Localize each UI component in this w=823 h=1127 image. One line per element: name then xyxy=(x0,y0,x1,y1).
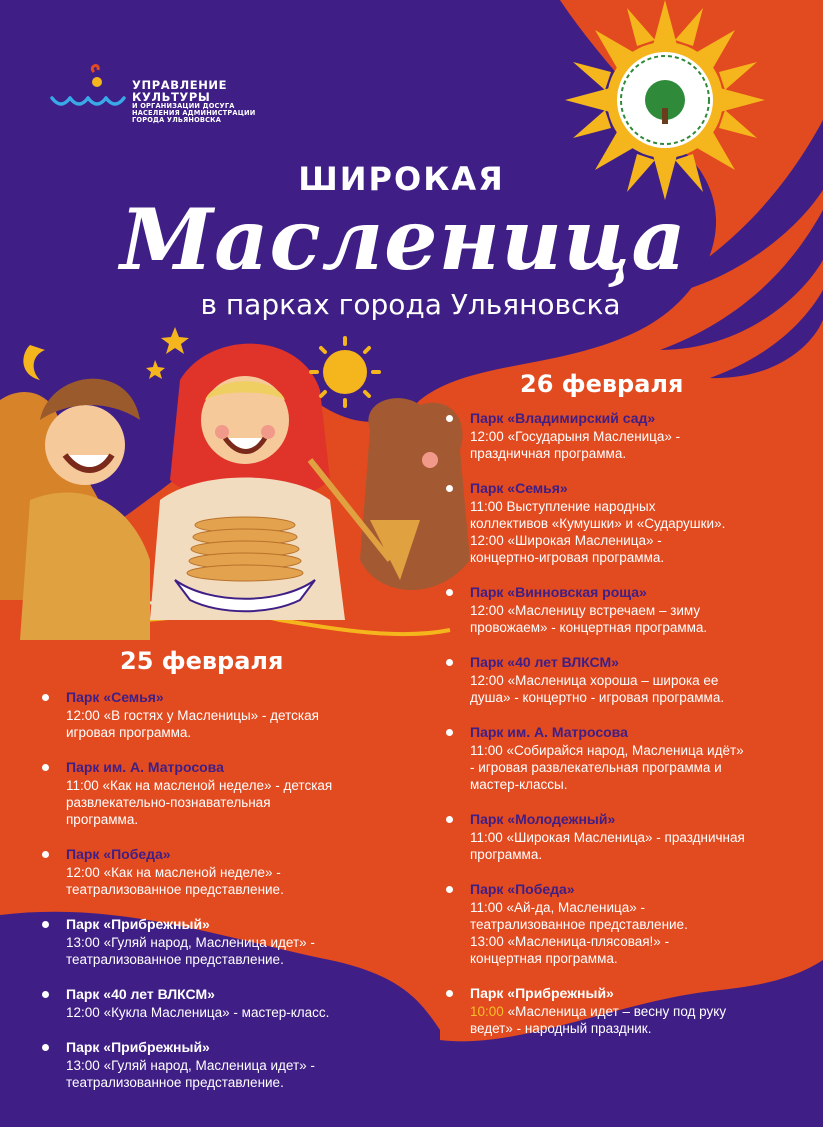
bullet-icon xyxy=(446,729,453,736)
event-item xyxy=(446,479,816,566)
event-text: «Ай-да, Масленица» - театрализованное представление. 13:00 «Масленица-плясовая!» - концертная программа. xyxy=(470,900,688,966)
logo-line-5: ГОРОДА УЛЬЯНОВСКА xyxy=(132,115,222,124)
bullet-icon xyxy=(446,816,453,823)
event-text: «Масленицу встречаем – зиму провожаем» - концертная программа. xyxy=(470,603,708,635)
event-park: Парк им. А. Матросова xyxy=(66,759,224,775)
event-item xyxy=(446,723,816,793)
event-park: Парк «40 лет ВЛКСМ» xyxy=(470,654,619,670)
event-park: Парк «Прибрежный» xyxy=(66,916,210,932)
logo-line-4: НАСЕЛЕНИЯ АДМИНИСТРАЦИИ xyxy=(132,109,256,118)
event-time: 12:00 xyxy=(66,865,100,880)
event-description xyxy=(470,742,816,793)
culture-department-logo-text xyxy=(132,79,255,124)
day-1-title: 25 февраля xyxy=(120,647,284,675)
event-description xyxy=(66,934,422,968)
bullet-icon xyxy=(42,851,49,858)
logo-line-3: И ОРГАНИЗАЦИИ ДОСУГА xyxy=(132,102,235,111)
event-park: Парк «Победа» xyxy=(470,881,575,897)
event-item xyxy=(446,409,816,462)
event-text: Выступление народных коллективов «Кумушки» и «Сударушки». 12:00 «Широкая Масленица» - концертно-игровая программа. xyxy=(470,499,726,565)
event-description xyxy=(470,428,816,462)
bullet-icon xyxy=(42,694,49,701)
event-item xyxy=(42,845,422,898)
bullet-icon xyxy=(42,991,49,998)
event-item xyxy=(446,984,816,1037)
day-1-program xyxy=(42,688,422,1108)
event-item xyxy=(42,688,422,741)
event-park: Парк «Семья» xyxy=(66,689,164,705)
event-description xyxy=(66,864,422,898)
event-text: «В гостях у Масленицы» - детская игровая программа. xyxy=(66,708,319,740)
bullet-icon xyxy=(42,921,49,928)
event-time: 11:00 xyxy=(470,499,503,514)
event-item xyxy=(446,583,816,636)
bullet-icon xyxy=(446,659,453,666)
event-time: 12:00 xyxy=(66,1005,100,1020)
event-item xyxy=(42,758,422,828)
event-park: Парк «Молодежный» xyxy=(470,811,616,827)
event-text: «Как на масленой неделе» - детская развлекательно-познавательная программа. xyxy=(66,778,333,827)
subtitle: в парках города Ульяновска xyxy=(200,288,621,321)
event-time: 10:00 xyxy=(470,1004,504,1019)
event-item xyxy=(446,653,816,706)
event-item xyxy=(446,880,816,967)
event-park: Парк «Семья» xyxy=(470,480,568,496)
event-description xyxy=(66,1057,422,1091)
bullet-icon xyxy=(42,764,49,771)
event-text: «Гуляй народ, Масленица идет» - театрализованное представление. xyxy=(66,1058,315,1090)
bullet-icon xyxy=(446,485,453,492)
bullet-icon xyxy=(446,886,453,893)
bullet-icon xyxy=(446,990,453,997)
event-text: «Широкая Масленица» - праздничная программа. xyxy=(470,830,745,862)
event-description xyxy=(470,498,816,566)
event-time: 12:00 xyxy=(470,673,504,688)
title-small: ШИРОКАЯ xyxy=(298,160,505,198)
bullet-icon xyxy=(42,1044,49,1051)
event-text: «Масленица идет – весну под руку ведет» - народный праздник. xyxy=(470,1004,727,1036)
event-park: Парк «40 лет ВЛКСМ» xyxy=(66,986,215,1002)
event-park: Парк «Победа» xyxy=(66,846,171,862)
event-text: «Масленица хороша – широка ее душа» - концертно - игровая программа. xyxy=(470,673,725,705)
event-item xyxy=(42,1038,422,1091)
event-time: 11:00 xyxy=(470,830,503,845)
event-description xyxy=(66,1004,422,1021)
event-time: 11:00 xyxy=(66,778,99,793)
event-park: Парк «Винновская роща» xyxy=(470,584,647,600)
event-time: 12:00 xyxy=(470,603,504,618)
day-2-title: 26 февраля xyxy=(520,370,684,398)
event-text: «Гуляй народ, Масленица идет» - театрализованное представление. xyxy=(66,935,315,967)
event-description xyxy=(470,829,816,863)
event-time: 12:00 xyxy=(66,708,100,723)
event-time: 13:00 xyxy=(66,935,100,950)
event-time: 11:00 xyxy=(470,743,503,758)
event-item xyxy=(42,915,422,968)
event-time: 11:00 xyxy=(470,900,503,915)
event-text: «Кукла Масленица» - мастер-класс. xyxy=(103,1005,330,1020)
event-description xyxy=(470,1003,816,1037)
logo-line-1: УПРАВЛЕНИЕ xyxy=(132,78,228,92)
event-time: 12:00 xyxy=(470,429,504,444)
event-time: 13:00 xyxy=(66,1058,100,1073)
event-park: Парк им. А. Матросова xyxy=(470,724,628,740)
event-description xyxy=(470,602,816,636)
event-description xyxy=(66,707,422,741)
event-text: «Как на масленой неделе» - театрализованное представление. xyxy=(66,865,284,897)
event-description xyxy=(66,777,422,828)
event-park: Парк «Прибрежный» xyxy=(66,1039,210,1055)
bullet-icon xyxy=(446,589,453,596)
event-park: Парк «Владимирский сад» xyxy=(470,410,656,426)
event-park: Парк «Прибрежный» xyxy=(470,985,614,1001)
event-text: «Собирайся народ, Масленица идёт» - игровая развлекательная программа и мастер-классы. xyxy=(470,743,744,792)
event-description xyxy=(470,672,816,706)
event-item xyxy=(446,810,816,863)
event-description xyxy=(470,899,816,967)
event-text: «Государыня Масленица» - праздничная программа. xyxy=(470,429,681,461)
event-item xyxy=(42,985,422,1021)
logo-line-2: КУЛЬТУРЫ xyxy=(132,90,211,105)
bullet-icon xyxy=(446,415,453,422)
title-main: Масленица xyxy=(120,190,687,289)
day-2-program xyxy=(446,409,816,1054)
